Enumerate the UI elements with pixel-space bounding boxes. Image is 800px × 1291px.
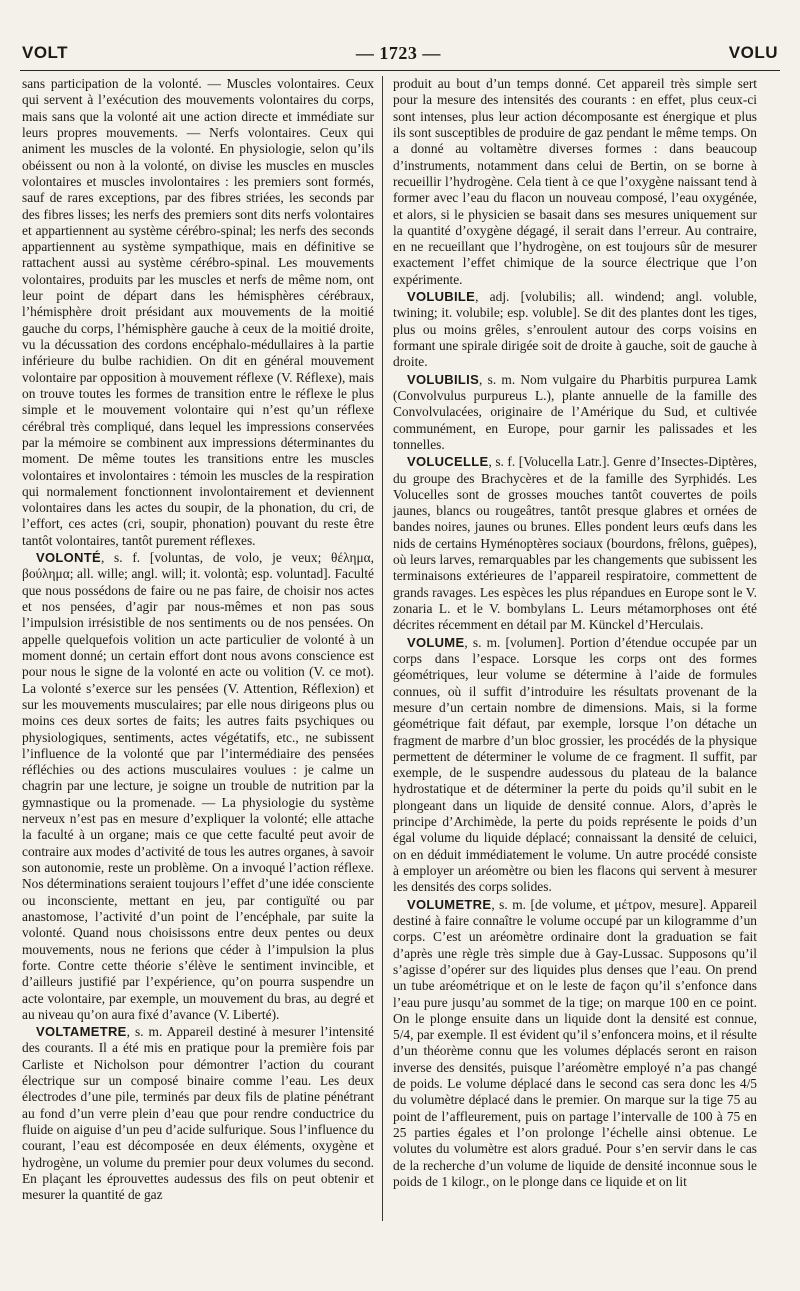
headword: VOLUBILE: [407, 289, 476, 305]
header-rule: [20, 70, 780, 71]
header-left-guideword: VOLT: [22, 43, 69, 62]
entry-volucelle: VOLUCELLE, s. f. [Volucella Latr.]. Genre d’Insectes-Diptères, du groupe des Brachycères et de la famille des Syrphidés. Les Volucelles sont de grosses mouches tantôt couvertes de poils jaunes, blancs ou rougeâtres, tantôt presque glabres et ornées de bandes noires, jaunes ou brunes. Elles pondent leurs œufs dans les nids de certains Hyménoptères sociaux (bourdons, frêlons, guêpes), où leurs larves, remarquables par les changements que subissent les terminaisons extérieures de l’appareil respiratoire, commettent de grands ravages. Les espèces les plus répandues en Europe sont le V. zonaria L. et le V. bombylans L. Leurs métamorphoses ont été décrites récemment en détail par M. Künckel d’Herculais.: [393, 454, 757, 633]
headword: VOLTAMETRE: [36, 1024, 127, 1040]
entry-volubile: VOLUBILE, adj. [volubilis; all. windend; angl. voluble, twining; it. volubile; esp. voluble]. Se dit des plantes dont les tiges, plus ou moins grêles, s’enroulent autour des corps voisins en formant une spirale dirigée soit de droite à gauche, soit de gauche à droite.: [393, 289, 757, 370]
running-header: [22, 40, 778, 66]
header-right-guideword: VOLU: [728, 43, 778, 62]
entry-voltametre: VOLTAMETRE, s. m. Appareil destiné à mesurer l’intensité des courants. Il a été mis en pratique pour la première fois par Carliste et Nicholson pour démontrer l’action du courant électrique sur un composé binaire comme l’eau. Les deux électrodes d’une pile, terminés par deux fils de platine pénétrant au fond d’un verre plein d’eau que pour rendre conductrice du fluide on aiguise d’un peu d’acide sulfurique. Sous l’influence du courant, l’eau est décomposée en deux éléments, oxygène et hydrogène, un volume du premier pour deux volumes du second. En plaçant les éprouvettes audessus des fils on peut obtenir et mesurer la quantité de gaz: [22, 1024, 374, 1203]
entry-voltametre-continued: produit au bout d’un temps donné. Cet appareil très simple sert pour la mesure des intensités des courants : en effet, plus ceux-ci sont intenses, plus leur action décomposante est énergique et plus ils sont susceptibles de produire de gaz pendant le même temps. On a donné au voltamètre diverses formes : dans beaucoup d’instruments, notamment dans celui de Bertin, on se borne à recueillir l’hydrogène. Cela tient à ce que l’oxygène naissant tend à former avec l’eau du flacon un nouveau composé, l’eau oxygénée, et alors, si le physicien se basait dans ses mesures uniquement sur la quantité d’oxygène dégagé, il serait dans l’erreur. Au contraire, en ne recueillant que l’hydrogène, on est toujours sûr de mesurer exactement l’effet chimique de la source électrique que l’on expérimente.: [393, 76, 757, 287]
entry-continuation: sans participation de la volonté. — Muscles volontaires. Ceux qui servent à l’exécution des mouvements volontaires du corps, mais sans que la volonté ait une action directe et immédiate sur leurs propres mouvements. — Nerfs volontaires. Ceux qui animent les muscles de la volonté. En physiologie, selon qu’ils obéissent ou non à la volonté, on divise les muscles en muscles volontaires et muscles involontaires : les premiers sont formés, sauf de rares exceptions, par des fibres striées, les seconds par des fibres lisses; les nerfs des premiers sont dits nerfs volontaires et appartiennent au système cérébro-spinal; les nerfs des seconds appartiennent au système sympathique, mais en définitive se rattachent aussi au système cérébro-spinal. Les mouvements volontaires, produits par les muscles et nerfs de même nom, ont leur point de départ dans les hémisphères cérébraux, l’hémisphère droit présidant aux mouvements de la moitié gauche du corps, l’hémisphère gauche à ceux de la moitié droite, vu la décussation des cordons encéphalo-médullaires à la partie inférieure du bulbe rachidien. On dit en général mouvement volontaire par opposition à mouvement réflexe (V. Réflexe), mais on trouve toutes les formes de transition entre le réflexe le plus simple et le mouvement volontaire qui n’est qu’un réflexe cérébral très compliqué, dans lequel les impressions conservées par la mémoire se combinent aux impressions déterminantes du moment. De même toutes les transitions entre les muscles volontaires et involontaires : témoin les muscles de la respiration qui normalement fonctionnent involontairement et deviennent volontaires dans les actes du soupir, de la phonation, du cri, de l’effort, ces actes (cri, soupir, phonation) pouvant du reste être tantôt volontaires, tantôt purement réflexes.: [22, 76, 374, 548]
entry-volume: VOLUME, s. m. [volumen]. Portion d’étendue occupée par un corps dans l’espace. Lorsque les corps ont des formes géométriques, leur volume se détermine à l’aide de formules connues, où il suffit d’introduire les résultats provenant de la mesure d’un certain nombre de dimensions. Mais, si la forme géométrique fait défaut, par exemple, lorsque l’on détache un fragment de marbre d’un bloc grossier, les procédés de la physique permettent de déterminer le volume de ce fragment. Il suffit, par exemple, de le suspendre audessous du plateau de la balance hydrostatique et de déterminer la perte du poids qu’il subit en le plongeant dans un liquide de densité connue. Alors, d’après le principe d’Archimède, la perte du poids représente le poids d’un égal volume du liquide déplacé; connaissant la densité de celuici, on en déduit immédiatement le volume. Un autre procédé consiste à employer un aréomètre ou bien les flacons qui servent à mesurer les densités des corps solides.: [393, 634, 757, 895]
entry-volubilis: VOLUBILIS, s. m. Nom vulgaire du Pharbitis purpurea Lamk (Convolvulus purpureus L.), plante annuelle de la famille des Convolvulacées, originaire de l’Amérique du Sud, et cultivée communément, en Europe, pour garnir les palissades et les tonnelles.: [393, 371, 757, 452]
page-number: — 1723 —: [355, 42, 441, 63]
entry-volumetre: VOLUMETRE, s. m. [de volume, et μέτρον, mesure]. Appareil destiné à faire connaître le volume occupé par un kilogramme d’un corps. C’est un aréomètre ordinaire dont la graduation se fait d’après une règle très simple due à Gay-Lussac. Supposons qu’il s’agisse d’opérer sur des liquides plus denses que l’eau. On prend un tube aréométrique et on le leste de façon qu’il s’enfonce dans l’eau pure jusqu’au sommet de la tige; on marque 100 en ce point. On le plonge ensuite dans un liquide dont la densité est connue, 5/4, par exemple. Il est évident qu’il s’enfoncera moins, et il résulte d’un théorème connu que les volumes déplacés seront en raison inverse des densités, puisque l’aréomètre employé n’a pas changé de poids. Le volume déplacé dans le second cas sera donc les 4/5 du volumètre déplacé dans le premier. On marque sur la tige 75 au point de l’affleurement, puis on partage l’intervalle de 100 à 75 en 25 parties égales et l’on prolonge l’échelle ainsi obtenue. Le volutes du volumètre est alors gradué. Pour s’en servir dans le cas de la recherche d’un volume de liquide de densité inconnue sous le poids de 1 kilogr., on le plonge dans ce liquide et on lit: [393, 896, 757, 1189]
headword: VOLUMETRE: [407, 896, 492, 912]
headword: VOLONTÉ: [36, 550, 101, 566]
left-column: [22, 76, 374, 1204]
column-divider: [382, 76, 383, 1221]
headword: VOLUCELLE: [407, 454, 489, 470]
headword: VOLUBILIS: [407, 371, 480, 387]
entry-volonte: VOLONTÉ, s. f. [voluntas, de volo, je veux; θέλημα, βούλημα; all. wille; angl. will; it. volontà; esp. voluntad]. Faculté que nous possédons de faire ou ne pas faire, de choisir nos actes et nos pensées, d’agir par nous-mêmes et non pas sous l’impulsion irrésistible de nos sentiments ou de nos pensées. On appelle quelquefois volition un acte particulier de volonté à un moment donné; un certain effort dont nous avons conscience est pour nous le signe de la volonté en acte ou volition (V. ce mot). La volonté s’exerce sur les pensées (V. Attention, Réflexion) et sur les mouvements musculaires; par elle nous dirigeons plus ou moins ces deux sortes de faits; les autres faits psychiques ou physiologiques, sentiments, actes végétatifs, etc., ne subissent l’influence de la volonté que par l’intermédiaire des pensées réfléchies ou des actions musculaires voulues : je calme un chagrin par une lecture, je soigne un trouble de nutrition par la gymnastique ou la promenade. — La physiologie du système nerveux n’est pas en mesure d’expliquer la volonté; elle attache la faculté à un organe; mais ce que cette faculté peut avoir de contraire aux modes d’activité de tous les autres organes, à savoir son autonomie, reste un problème. On a invoqué l’action réflexe. Nos déterminations seraient toujours l’effet d’une idée consciente ou inconsciente, mettant en jeu, par contiguïté ou par anastomose, l’activité d’un point de l’encéphale, par suite la volonté. Quand nous choisissons entre deux pentes ou deux mouvements, nous ne ferions que céder à l’impulsion la plus forte. Contre cette théorie s’élève le sentiment invincible, et d’ailleurs justifié par l’expérience, qu’on pourra suspendre un acte volontaire, par exemple, un mouvement du bras, au degré et au niveau qu’on aura fixé d’avance (V. Liberté).: [22, 550, 374, 1022]
right-column: [393, 76, 757, 1190]
headword: VOLUME: [407, 634, 465, 650]
